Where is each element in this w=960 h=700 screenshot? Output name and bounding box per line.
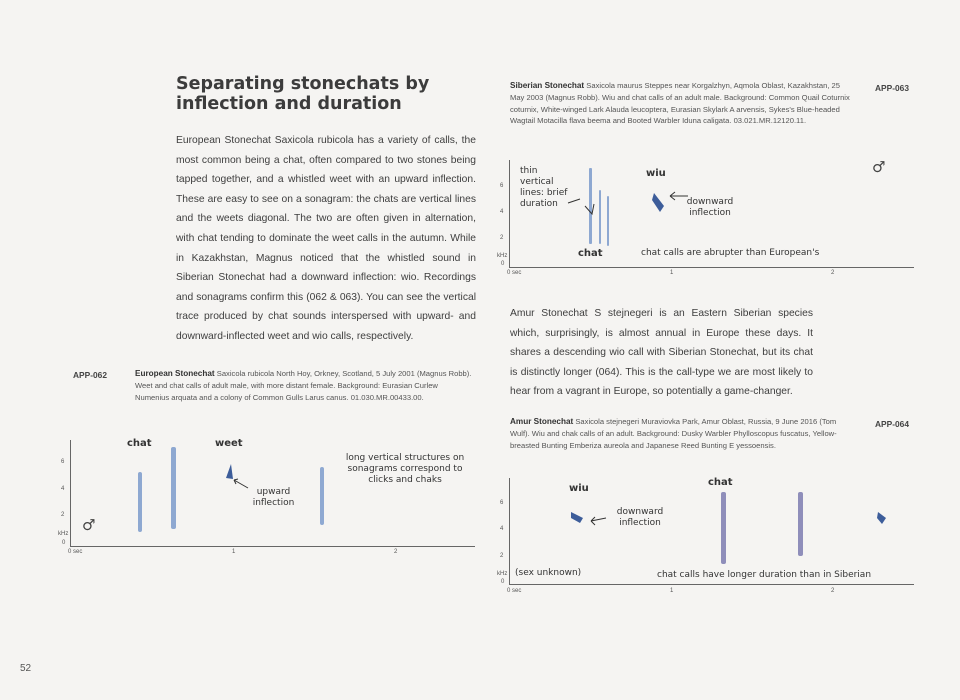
chat-trace	[721, 492, 726, 564]
species-name: Siberian Stonechat	[510, 81, 585, 90]
x-tick: 0 sec	[507, 588, 522, 594]
thin-lines-note: thin vertical lines: brief duration	[520, 166, 568, 209]
amur-paragraph: Amur Stonechat S stejnegeri is an Eastern Siberian species which, surprisingly, is almost annual in Europe these days. It shares a descending wio call with Siberian Stonechat, but its chat is distinctly longer (064). This is the call-type we are most likely to hear from a vagrant in Europe, so potentially a game-changer.	[510, 308, 813, 398]
wiu-trace	[877, 512, 886, 524]
chat-label: chat	[708, 477, 733, 488]
khz-label: kHz	[497, 253, 508, 259]
recording-code: APP-064	[875, 419, 909, 429]
x-tick: 0 sec	[68, 549, 83, 555]
downward-inflection-note: downward inflection	[686, 197, 734, 218]
x-tick: 0 sec	[507, 270, 522, 276]
chat-label: chat	[578, 248, 603, 259]
chat-label: chat	[127, 438, 152, 449]
wiu-trace	[571, 512, 583, 523]
male-symbol: ♂	[872, 158, 886, 176]
caption-text: Saxicola maurus Steppes near Korgalzhyn, Aqmola Oblast, Kazakhstan, 25 May 2003 (Magnus Robb). Wiu and chat calls of an adult male. Background: Common Quail Coturnix coturnix, White-winged Lark Alauda leucoptera, Eurasian Skylark A arvensis, Sykes's Blue-headed Wagtail Motacilla flava beema and Booted Warbler Iduna caligata. 03.021.MR.12120.11.	[510, 81, 850, 126]
male-symbol: ♂	[82, 516, 96, 534]
khz-label: kHz	[497, 571, 508, 577]
x-tick: 1	[670, 270, 674, 276]
recording-code: APP-063	[875, 83, 909, 93]
y-tick: 6	[500, 183, 504, 189]
page-number: 52	[20, 663, 32, 674]
x-tick: 2	[831, 270, 835, 276]
longer-duration-note: chat calls have longer duration than in Siberian	[657, 570, 872, 580]
y-tick: 0	[62, 540, 66, 546]
intro-paragraph: European Stonechat Saxicola rubicola has a variety of calls, the most common being a chat, often compared to two stones being tapped together, and a whistled weet with an upward inflection. These are easy to see on a sonagram: the chats are vertical lines and the weets diagonal. The two are often given in alternation, with chat tending to dominate the weet calls in the autumn. While in Kazakhstan, Magnus noticed that the whistled sound in Siberian Stonechat had a downward inflection: wio. Recordings and sonagrams confirm this (062 & 063). You can see the vertical trace produced by chat sounds interspersed with upward- and downward-inflected weet and wio calls, respectively.	[176, 135, 476, 342]
y-tick: 4	[500, 526, 504, 532]
weet-label: weet	[215, 438, 243, 449]
x-tick: 1	[670, 588, 674, 594]
recording-code: APP-062	[73, 370, 107, 380]
y-tick: 0	[501, 579, 505, 585]
arrow-line	[591, 517, 606, 525]
y-tick: 2	[500, 553, 504, 559]
y-tick: 4	[500, 209, 504, 215]
y-tick: 2	[61, 512, 65, 518]
page-title: Separating stonechats by inflection and duration	[176, 74, 430, 114]
khz-label: kHz	[58, 531, 69, 537]
y-tick: 6	[500, 500, 504, 506]
species-name: Amur Stonechat	[510, 417, 574, 426]
chat-trace	[798, 492, 803, 556]
upward-inflection-note: upward inflection	[252, 487, 295, 508]
y-tick: 0	[501, 261, 505, 267]
x-tick: 1	[232, 549, 236, 555]
long-structures-note: long vertical structures on sonagrams correspond to clicks and chaks	[345, 453, 465, 485]
x-tick: 2	[394, 549, 398, 555]
caption-text: Saxicola stejnegeri Muraviovka Park, Amur Oblast, Russia, 9 June 2016 (Tom Wulf). Wiu and chak calls of an adult. Background: Dusky Warbler Phylloscopus fuscatus, Yellow-breasted Bunting Emberiza aureola and Japanese Reed Bunting E yessoensis.	[510, 417, 837, 450]
y-tick: 4	[61, 486, 65, 492]
wiu-label: wiu	[646, 168, 666, 179]
abrupter-note: chat calls are abrupter than European's	[641, 248, 820, 258]
sex-unknown-note: (sex unknown)	[515, 568, 582, 578]
y-tick: 6	[61, 459, 65, 465]
y-tick: 2	[500, 235, 504, 241]
species-name: European Stonechat	[135, 369, 215, 378]
caption-text: Saxicola rubicola North Hoy, Orkney, Scotland, 5 July 2001 (Magnus Robb). Weet and chat calls of adult male, with more distant female. Background: Eurasian Curlew Numenius arquata and a colony of Common Gulls Larus canus. 01.030.MR.00433.00.	[135, 369, 472, 402]
downward-inflection-note: downward inflection	[616, 507, 664, 528]
wiu-label: wiu	[569, 483, 589, 494]
x-tick: 2	[831, 588, 835, 594]
